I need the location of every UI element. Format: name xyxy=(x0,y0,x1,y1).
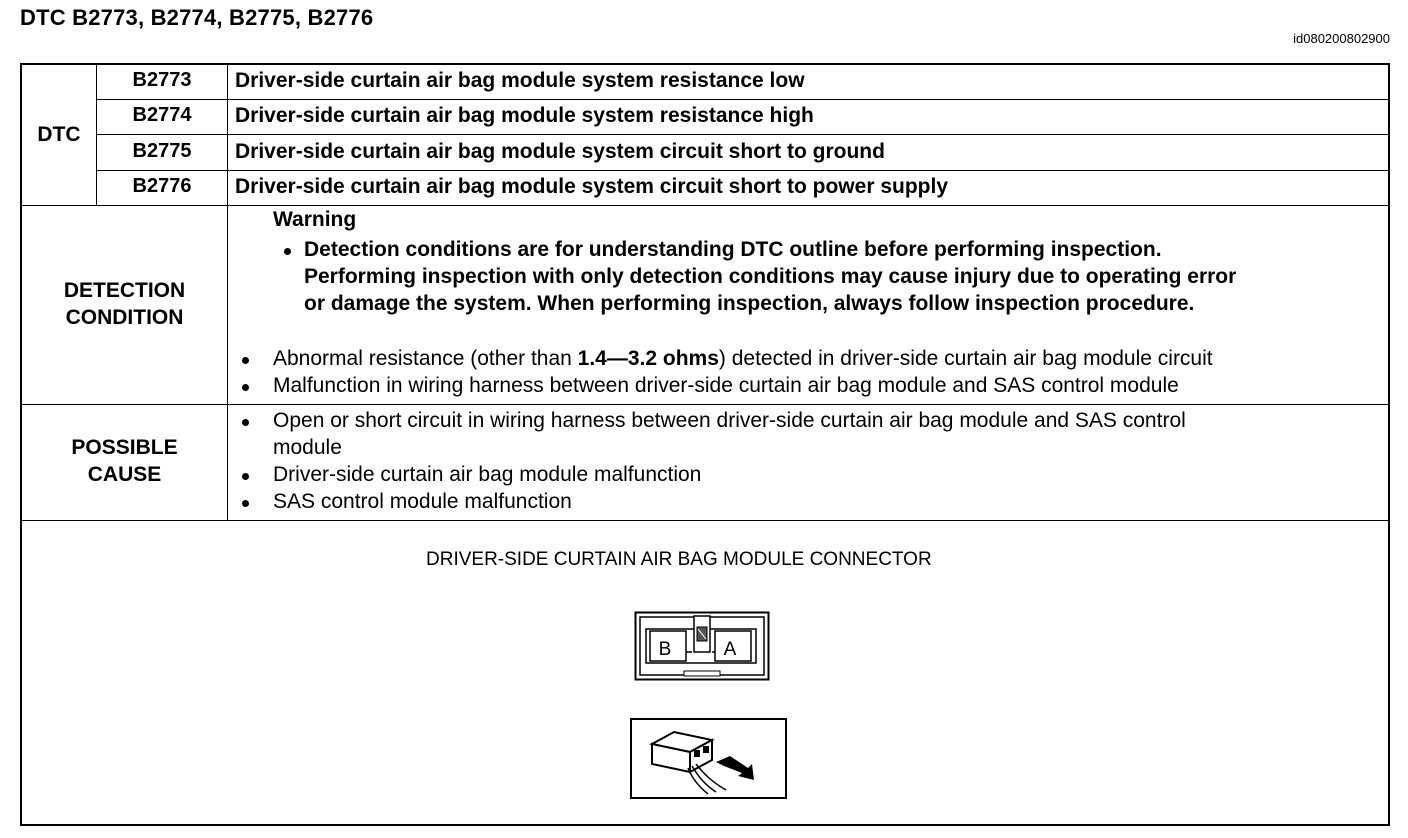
dtc-code-b2775: B2775 xyxy=(132,140,192,162)
detection-label-line-1: DETECTION xyxy=(63,279,186,302)
rule-dtc-row-3 xyxy=(96,170,1390,171)
document-id: id080200802900 xyxy=(1293,31,1390,46)
pin-a-label: A xyxy=(723,639,737,660)
warning-bullet xyxy=(284,248,291,255)
cause-item-1-line-2: module xyxy=(273,436,342,459)
rule-content-col xyxy=(227,65,228,520)
detection-item-1 xyxy=(273,347,1213,371)
cause-bullet-3 xyxy=(242,500,249,507)
warning-title: Warning xyxy=(273,208,357,231)
detection-bullet-1 xyxy=(242,357,249,364)
connector-caption: DRIVER-SIDE CURTAIN AIR BAG MODULE CONNECTOR xyxy=(426,549,932,570)
detection-label-line-2: CONDITION xyxy=(65,306,184,329)
warning-line-2: Performing inspection with only detection conditions may cause injury due to operating error xyxy=(304,265,1237,288)
cause-bullet-2 xyxy=(242,473,249,480)
resistance-range: 1.4—3.2 ohms xyxy=(577,347,719,370)
cause-item-2: Driver-side curtain air bag module malfunction xyxy=(273,463,702,486)
possible-cause-label xyxy=(22,434,227,488)
pin-b-label: B xyxy=(658,639,672,660)
detection-condition-label xyxy=(22,277,227,331)
warning-line-3: or damage the system. When performing inspection, always follow inspection procedure. xyxy=(304,292,1195,315)
detection-item-2: Malfunction in wiring harness between driver-side curtain air bag module and SAS control module xyxy=(273,374,1179,397)
rule-dtc-row-1 xyxy=(96,99,1390,100)
dtc-label: DTC xyxy=(37,123,81,146)
cause-item-1-line-1: Open or short circuit in wiring harness between driver-side curtain air bag module and SAS control xyxy=(273,409,1186,432)
cause-item-3: SAS control module malfunction xyxy=(273,490,572,513)
rule-dtc-row-2 xyxy=(96,134,1390,135)
harness-connector-icon xyxy=(630,718,788,800)
dtc-code-b2774: B2774 xyxy=(132,104,192,126)
rule-connector-top xyxy=(22,520,1390,521)
dtc-desc-b2773: Driver-side curtain air bag module system resistance low xyxy=(235,69,805,92)
dtc-desc-b2776: Driver-side curtain air bag module system circuit short to power supply xyxy=(235,175,949,198)
dtc-code-b2773: B2773 xyxy=(132,69,192,91)
detection-item-1-text: Abnormal resistance (other than xyxy=(273,347,578,370)
cause-label-line-2: CAUSE xyxy=(87,463,162,486)
dtc-desc-b2775: Driver-side curtain air bag module system circuit short to ground xyxy=(235,140,885,163)
page-title: DTC B2773, B2774, B2775, B2776 xyxy=(20,5,374,30)
cause-label-line-1: POSSIBLE xyxy=(71,436,178,459)
detection-bullet-2 xyxy=(242,384,249,391)
dtc-code-b2776: B2776 xyxy=(132,175,192,197)
dtc-desc-b2774: Driver-side curtain air bag module system resistance high xyxy=(235,104,814,127)
detection-item-1-suffix: ) detected in driver-side curtain air bag module circuit xyxy=(718,347,1213,370)
warning-line-1: Detection conditions are for understanding DTC outline before performing inspection. xyxy=(304,238,1162,261)
cause-bullet-1 xyxy=(242,419,249,426)
dtc-table xyxy=(20,63,1390,826)
